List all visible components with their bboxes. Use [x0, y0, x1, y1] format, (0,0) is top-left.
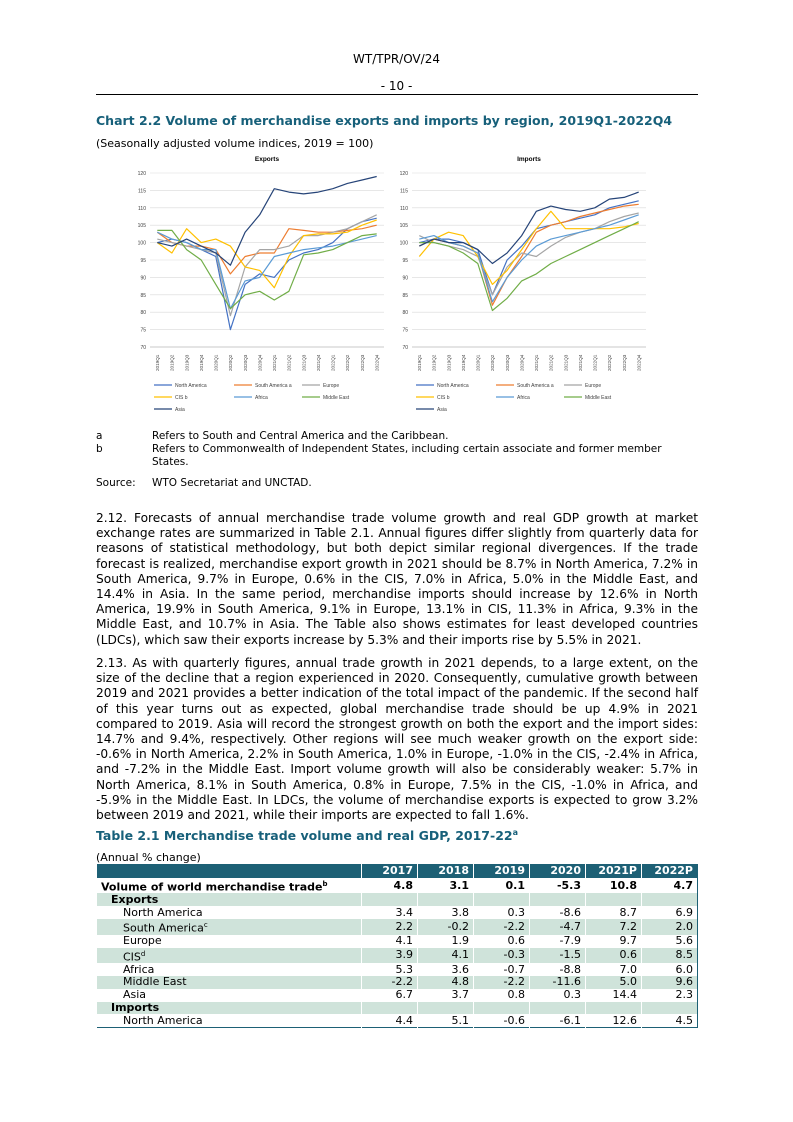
- table-row: [97, 919, 698, 935]
- x-tick-label: 2020Q4: [519, 354, 525, 371]
- table-header-row: [97, 865, 698, 878]
- exports-chart: [116, 151, 396, 419]
- legend-label: Middle East: [323, 395, 350, 401]
- row-label-text: Middle East: [123, 975, 187, 989]
- legend-label: Africa: [255, 395, 268, 401]
- x-tick-label: 2019Q3: [446, 354, 452, 371]
- row-value: 0.6: [586, 948, 642, 964]
- legend-label: Asia: [437, 407, 447, 413]
- table-row: [97, 948, 698, 964]
- source-label: Source:: [96, 477, 136, 489]
- col-header: 2022P: [642, 865, 698, 878]
- row-value: -0.3: [474, 948, 530, 964]
- row-value: 6.9: [642, 906, 698, 919]
- row-value: [586, 893, 642, 906]
- x-tick-label: 2021Q1: [534, 354, 540, 371]
- series-line-middle-east: [157, 230, 376, 308]
- row-label-text: Asia: [123, 988, 147, 1002]
- table-row: [97, 878, 698, 894]
- row-value: -0.2: [418, 919, 474, 935]
- row-value: [642, 1002, 698, 1015]
- y-tick-label: 100: [399, 240, 408, 247]
- row-label-text: Exports: [111, 892, 159, 906]
- y-tick-label: 95: [140, 258, 146, 264]
- document-symbol: WT/TPR/OV/24: [353, 52, 440, 66]
- row-label: [97, 1002, 362, 1015]
- row-value: 4.8: [418, 976, 474, 989]
- row-value: 4.1: [418, 948, 474, 964]
- chart-panel-title: Imports: [517, 156, 541, 163]
- note-b-mark: b: [96, 443, 103, 455]
- y-tick-label: 90: [140, 275, 146, 282]
- table-row: [97, 1014, 698, 1027]
- row-value: -7.9: [530, 935, 586, 948]
- x-tick-label: 2021Q4: [577, 354, 583, 371]
- x-tick-label: 2022Q3: [621, 354, 627, 371]
- x-tick-label: 2019Q2: [431, 354, 437, 371]
- row-value: -8.8: [530, 963, 586, 976]
- legend-label: South America a: [517, 383, 554, 389]
- x-tick-label: 2019Q1: [155, 354, 161, 371]
- row-value: 4.8: [362, 878, 418, 894]
- row-value: 9.6: [642, 976, 698, 989]
- note-a-mark: a: [96, 430, 103, 442]
- x-tick-label: 2019Q1: [417, 354, 423, 371]
- y-tick-label: 70: [140, 345, 146, 351]
- row-value: [586, 1002, 642, 1015]
- legend-label: Europe: [585, 383, 602, 389]
- imports-chart: [378, 151, 668, 419]
- legend-label: North America: [437, 383, 469, 389]
- row-value: [362, 893, 418, 906]
- legend-label: Asia: [175, 407, 185, 413]
- table-subtitle: (Annual % change): [96, 851, 201, 864]
- row-value: -6.1: [530, 1014, 586, 1027]
- table-title: [96, 828, 518, 843]
- legend-label: Middle East: [585, 395, 612, 401]
- row-value: 6.0: [642, 963, 698, 976]
- legend-label: North America: [175, 383, 207, 389]
- row-value: [530, 1002, 586, 1015]
- series-line-north-america: [157, 218, 376, 329]
- row-value: 5.6: [642, 935, 698, 948]
- legend-label: CIS b: [437, 395, 450, 401]
- x-tick-label: 2021Q1: [272, 354, 278, 371]
- x-tick-label: 2020Q3: [504, 354, 510, 371]
- row-value: 7.0: [586, 963, 642, 976]
- row-value: 4.5: [642, 1014, 698, 1027]
- row-value: [418, 1002, 474, 1015]
- table-row: [97, 906, 698, 919]
- row-label-sup: b: [322, 879, 328, 888]
- row-value: 3.9: [362, 948, 418, 964]
- row-label-sup: c: [203, 921, 208, 930]
- row-value: -4.7: [530, 919, 586, 935]
- row-label-text: South America: [123, 921, 204, 935]
- table-row: [97, 989, 698, 1002]
- y-tick-label: 120: [137, 171, 146, 177]
- y-tick-label: 85: [140, 292, 146, 299]
- y-tick-label: 90: [402, 275, 408, 282]
- y-tick-label: 95: [402, 258, 408, 264]
- row-label-text: Volume of world merchandise trade: [101, 880, 323, 894]
- x-tick-label: 2022Q2: [607, 354, 613, 371]
- x-tick-label: 2020Q3: [242, 354, 248, 371]
- x-tick-label: 2021Q2: [286, 354, 292, 371]
- row-value: -2.2: [474, 976, 530, 989]
- table-row: [97, 1002, 698, 1015]
- x-tick-label: 2020Q4: [257, 354, 263, 371]
- x-tick-label: 2020Q2: [490, 354, 496, 371]
- row-label: [97, 935, 362, 948]
- row-value: 3.7: [418, 989, 474, 1002]
- row-value: 3.6: [418, 963, 474, 976]
- note-a-text: Refers to South and Central America and the Caribbean.: [152, 430, 449, 442]
- row-value: 0.6: [474, 935, 530, 948]
- row-value: 4.7: [642, 878, 698, 894]
- y-tick-label: 80: [140, 310, 146, 317]
- row-value: 8.7: [586, 906, 642, 919]
- x-tick-label: 2019Q3: [184, 354, 190, 371]
- row-value: 0.1: [474, 878, 530, 894]
- series-line-europe: [157, 215, 376, 316]
- row-value: 4.1: [362, 935, 418, 948]
- x-tick-label: 2021Q2: [548, 354, 554, 371]
- x-tick-label: 2022Q3: [359, 354, 365, 371]
- y-tick-label: 105: [137, 223, 146, 230]
- table-header-blank: [97, 865, 362, 878]
- page-number: - 10 -: [380, 79, 413, 93]
- header-rule: [96, 94, 698, 95]
- row-label: [97, 906, 362, 919]
- row-value: [418, 893, 474, 906]
- chart-subtitle: (Seasonally adjusted volume indices, 2019 = 100): [96, 137, 374, 150]
- legend-label: Europe: [323, 383, 340, 389]
- series-line-africa: [419, 215, 638, 302]
- row-label-text: Europe: [123, 934, 162, 948]
- row-value: -2.2: [474, 919, 530, 935]
- row-value: 0.8: [474, 989, 530, 1002]
- row-value: -2.2: [362, 976, 418, 989]
- row-label: [97, 976, 362, 989]
- y-tick-label: 85: [402, 292, 408, 299]
- paragraph-2-13: 2.13. As with quarterly figures, annual trade growth in 2021 depends, to a large extent, on the size of the decline that a region experienced in 2020. Consequently, cumulative growth between 2019 and 2021 provides a better indication of the total impact of the pandemic. If the second half of this year turns out as expected, global merchandise trade should be up 4.9% in 2021 compared to 2019. Asia will record the strongest growth on both the export and the import sides: 14.7% and 9.4%, respectively. Other regions will see much weaker growth on the export side: -0.6% in North America, 2.2% in South America, 1.0% in Europe, -1.0% in the CIS, -2.4% in Africa, and -7.2% in the Middle East. Import volume growth will also be considerably weaker: 5.7% in North America, 8.1% in South America, 0.8% in Europe, 7.5% in the CIS, -1.0% in Africa, and -5.9% in the Middle East. In LDCs, the volume of merchandise exports is expected to grow 3.2% between 2019 and 2021, while their imports are expected to fall 1.6%.: [96, 656, 698, 823]
- row-value: 0.3: [530, 989, 586, 1002]
- row-label-text: CIS: [123, 950, 141, 964]
- col-header: 2018: [418, 865, 474, 878]
- x-tick-label: 2020Q2: [228, 354, 234, 371]
- row-value: 2.2: [362, 919, 418, 935]
- x-tick-label: 2022Q4: [374, 354, 380, 371]
- y-tick-label: 110: [138, 205, 146, 212]
- y-tick-label: 75: [140, 327, 146, 334]
- y-tick-label: 75: [402, 327, 408, 334]
- x-tick-label: 2020Q1: [213, 354, 219, 371]
- row-label: [97, 963, 362, 976]
- row-value: 3.1: [418, 878, 474, 894]
- row-value: 2.0: [642, 919, 698, 935]
- row-value: 3.8: [418, 906, 474, 919]
- y-tick-label: 100: [137, 240, 146, 247]
- y-tick-label: 115: [400, 188, 408, 195]
- x-tick-label: 2019Q2: [169, 354, 175, 371]
- row-value: -5.3: [530, 878, 586, 894]
- x-tick-label: 2022Q4: [636, 354, 642, 371]
- x-tick-label: 2022Q1: [592, 354, 598, 371]
- chart-panel-title: Exports: [254, 156, 280, 163]
- x-tick-label: 2019Q4: [198, 354, 204, 371]
- y-tick-label: 105: [399, 223, 408, 230]
- y-tick-label: 70: [402, 345, 408, 351]
- col-header: 2019: [474, 865, 530, 878]
- row-value: 0.3: [474, 906, 530, 919]
- note-b-text: Refers to Commonwealth of Independent States, including certain associate and former member: [152, 443, 662, 455]
- row-label-text: Africa: [123, 962, 155, 976]
- table-row: [97, 935, 698, 948]
- row-value: 3.4: [362, 906, 418, 919]
- x-tick-label: 2022Q1: [330, 354, 336, 371]
- table-row: [97, 976, 698, 989]
- table-row: [97, 963, 698, 976]
- x-tick-label: 2022Q2: [345, 354, 351, 371]
- row-value: [530, 893, 586, 906]
- x-tick-label: 2021Q4: [315, 354, 321, 371]
- x-tick-label: 2019Q4: [460, 354, 466, 371]
- row-value: 12.6: [586, 1014, 642, 1027]
- col-header: 2017: [362, 865, 418, 878]
- row-value: [362, 1002, 418, 1015]
- paragraph-2-12: 2.12. Forecasts of annual merchandise trade volume growth and real GDP growth at market exchange rates are summarized in Table 2.1. Annual figures differ slightly from quarterly data for reasons of statistical methodology, but both depict similar regional divergences. If the trade forecast is realized, merchandise export growth in 2021 should be 8.7% in North America, 7.2% in South America, 9.7% in Europe, 0.6% in the CIS, 7.0% in Africa, 5.0% in the Middle East, and 14.4% in Asia. In the same period, merchandise imports should increase by 12.6% in North America, 19.9% in South America, 9.1% in Europe, 13.1% in CIS, 11.3% in Africa, 9.3% in the Middle East, and 10.7% in Asia. The Table also shows estimates for least developed countries (LDCs), which saw their exports increase by 5.3% and their imports rise by 5.5% in 2021.: [96, 511, 698, 647]
- x-tick-label: 2021Q3: [563, 354, 569, 371]
- legend-label: CIS b: [175, 395, 188, 401]
- row-value: -1.5: [530, 948, 586, 964]
- row-value: -8.6: [530, 906, 586, 919]
- row-label-text: Imports: [111, 1000, 160, 1014]
- row-label-sup: d: [140, 949, 146, 958]
- row-label-text: North America: [123, 1013, 203, 1027]
- row-value: 6.7: [362, 989, 418, 1002]
- series-line-middle-east: [419, 222, 638, 311]
- row-value: 5.0: [586, 976, 642, 989]
- y-tick-label: 110: [400, 205, 408, 212]
- y-tick-label: 80: [402, 310, 408, 317]
- row-value: 8.5: [642, 948, 698, 964]
- row-value: 9.7: [586, 935, 642, 948]
- row-value: 7.2: [586, 919, 642, 935]
- legend-label: Africa: [517, 395, 530, 401]
- table-title-sup: a: [512, 828, 518, 837]
- note-b-text-continued: States.: [152, 456, 189, 468]
- trade-volume-table: [96, 864, 698, 1028]
- row-value: -0.7: [474, 963, 530, 976]
- col-header: 2021P: [586, 865, 642, 878]
- row-value: -0.6: [474, 1014, 530, 1027]
- table-title-text: Table 2.1 Merchandise trade volume and real GDP, 2017-22: [96, 828, 513, 844]
- row-value: 2.3: [642, 989, 698, 1002]
- row-label: [97, 1014, 362, 1027]
- row-value: [474, 893, 530, 906]
- row-value: [642, 893, 698, 906]
- col-header: 2020: [530, 865, 586, 878]
- row-value: 10.8: [586, 878, 642, 894]
- row-label: [97, 989, 362, 1002]
- row-label-text: North America: [123, 905, 203, 919]
- row-value: 14.4: [586, 989, 642, 1002]
- table-row: [97, 893, 698, 906]
- row-value: 5.1: [418, 1014, 474, 1027]
- row-value: 4.4: [362, 1014, 418, 1027]
- row-label: [97, 919, 362, 935]
- y-tick-label: 120: [399, 171, 408, 177]
- y-tick-label: 115: [138, 188, 146, 195]
- source-text: WTO Secretariat and UNCTAD.: [152, 477, 312, 489]
- row-value: -11.6: [530, 976, 586, 989]
- row-label: [97, 893, 362, 906]
- row-label: [97, 948, 362, 964]
- row-value: [474, 1002, 530, 1015]
- x-tick-label: 2021Q3: [301, 354, 307, 371]
- chart-title: Chart 2.2 Volume of merchandise exports and imports by region, 2019Q1-2022Q4: [96, 113, 673, 128]
- row-value: 5.3: [362, 963, 418, 976]
- legend-label: South America a: [255, 383, 292, 389]
- x-tick-label: 2020Q1: [475, 354, 481, 371]
- row-label: [97, 878, 362, 894]
- row-value: 1.9: [418, 935, 474, 948]
